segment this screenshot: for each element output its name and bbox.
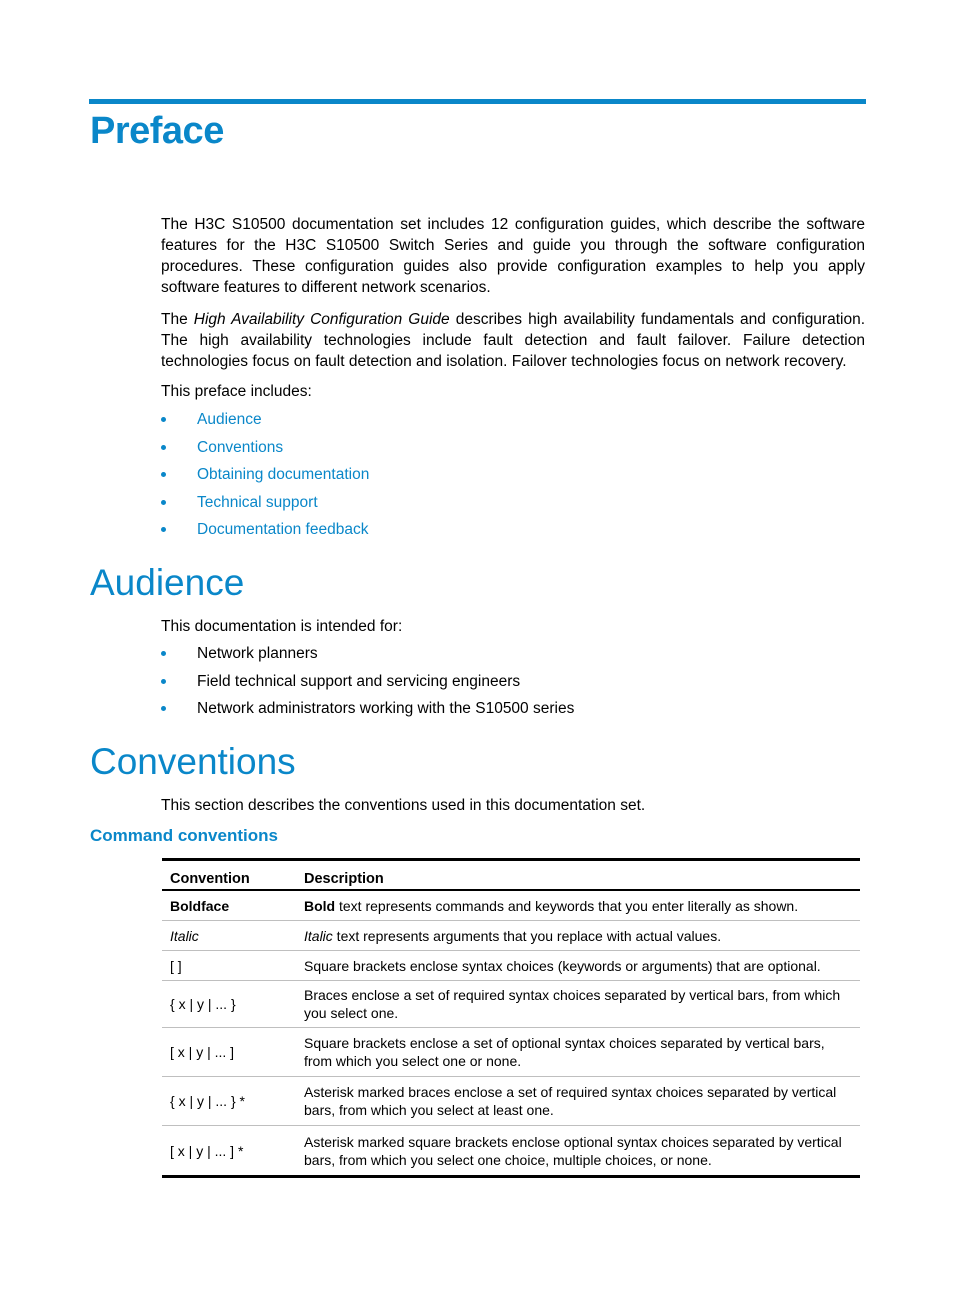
audience-item: Network administrators working with the S10500 series: [197, 700, 575, 717]
convention-cell: [ ]: [162, 951, 296, 981]
description-cell: [296, 921, 860, 951]
page-title: Preface: [90, 110, 224, 152]
intro-p2-pre: The: [161, 311, 194, 328]
bullet-icon: [161, 500, 166, 505]
bullet-icon: [161, 445, 166, 450]
audience-item: Field technical support and servicing engineers: [197, 673, 521, 690]
description-text: text represents commands and keywords that you enter literally as shown.: [335, 897, 799, 914]
bullet-icon: [161, 679, 166, 684]
command-conventions-heading: Command conventions: [90, 826, 278, 845]
table-row: [162, 981, 860, 1028]
table-row: [162, 921, 860, 951]
table-row: [162, 890, 860, 921]
column-header-convention: Convention: [162, 860, 296, 891]
bullet-icon: [161, 472, 166, 477]
description-cell: Asterisk marked braces enclose a set of required syntax choices separated by vertical bars, from which you select at least one.: [296, 1077, 860, 1126]
audience-item: Network planners: [197, 645, 318, 662]
title-rule: [89, 99, 866, 104]
description-text: text represents arguments that you replace with actual values.: [332, 927, 722, 944]
description-cell: Asterisk marked square brackets enclose optional syntax choices separated by vertical bars, from which you select one choice, multiple choices, or none.: [296, 1126, 860, 1177]
bullet-icon: [161, 706, 166, 711]
table-row: [162, 1028, 860, 1077]
intro-p2-post: describes high availability fundamentals and configuration. The high availability technologies include fault detection and fault failover. Failure detection technologies focus on fault detection and isolation. Failover technologies focus on network recovery.: [161, 311, 866, 370]
column-header-description: Description: [296, 860, 860, 891]
bullet-icon: [161, 651, 166, 656]
intro-paragraph-1: The H3C S10500 documentation set includes 12 configuration guides, which describe the software features for the H3C S10500 Switch Series and guide you through the software configuration procedures. These configuration guides also provide configuration examples to help you apply software features to different network scenarios.: [161, 216, 865, 296]
convention-cell: Boldface: [162, 890, 296, 921]
description-cell: Square brackets enclose syntax choices (keywords or arguments) that are optional.: [296, 951, 860, 981]
bullet-icon: [161, 417, 166, 422]
link-documentation-feedback[interactable]: Documentation feedback: [197, 521, 369, 538]
convention-cell: [ x | y | ... ]: [162, 1028, 296, 1077]
convention-cell: { x | y | ... }: [162, 981, 296, 1028]
table-header-row: [162, 860, 860, 891]
convention-cell: Italic: [162, 921, 296, 951]
table-row: [162, 951, 860, 981]
bullet-icon: [161, 527, 166, 532]
command-conventions-table: [162, 858, 860, 1178]
description-cell: Braces enclose a set of required syntax choices separated by vertical bars, from which you select one.: [296, 981, 860, 1028]
description-lead: Bold: [304, 897, 336, 914]
description-lead: Italic: [304, 927, 333, 944]
conventions-heading: Conventions: [90, 741, 296, 782]
intro-paragraph-2: [161, 309, 865, 372]
table-row: [162, 1077, 860, 1126]
description-cell: [296, 890, 860, 921]
convention-cell: { x | y | ... } *: [162, 1077, 296, 1126]
link-audience[interactable]: Audience: [197, 411, 262, 428]
audience-heading: Audience: [90, 562, 245, 603]
conventions-intro: This section describes the conventions used in this documentation set.: [161, 797, 646, 814]
table-row: [162, 1126, 860, 1177]
includes-label: This preface includes:: [161, 383, 312, 400]
link-technical-support[interactable]: Technical support: [197, 494, 318, 511]
guide-title: High Availability Configuration Guide: [193, 311, 450, 328]
convention-cell: [ x | y | ... ] *: [162, 1126, 296, 1177]
description-cell: Square brackets enclose a set of optional syntax choices separated by vertical bars, from which you select one or none.: [296, 1028, 860, 1077]
audience-intro: This documentation is intended for:: [161, 618, 403, 635]
link-obtaining-documentation[interactable]: Obtaining documentation: [197, 466, 370, 483]
link-conventions[interactable]: Conventions: [197, 439, 284, 456]
